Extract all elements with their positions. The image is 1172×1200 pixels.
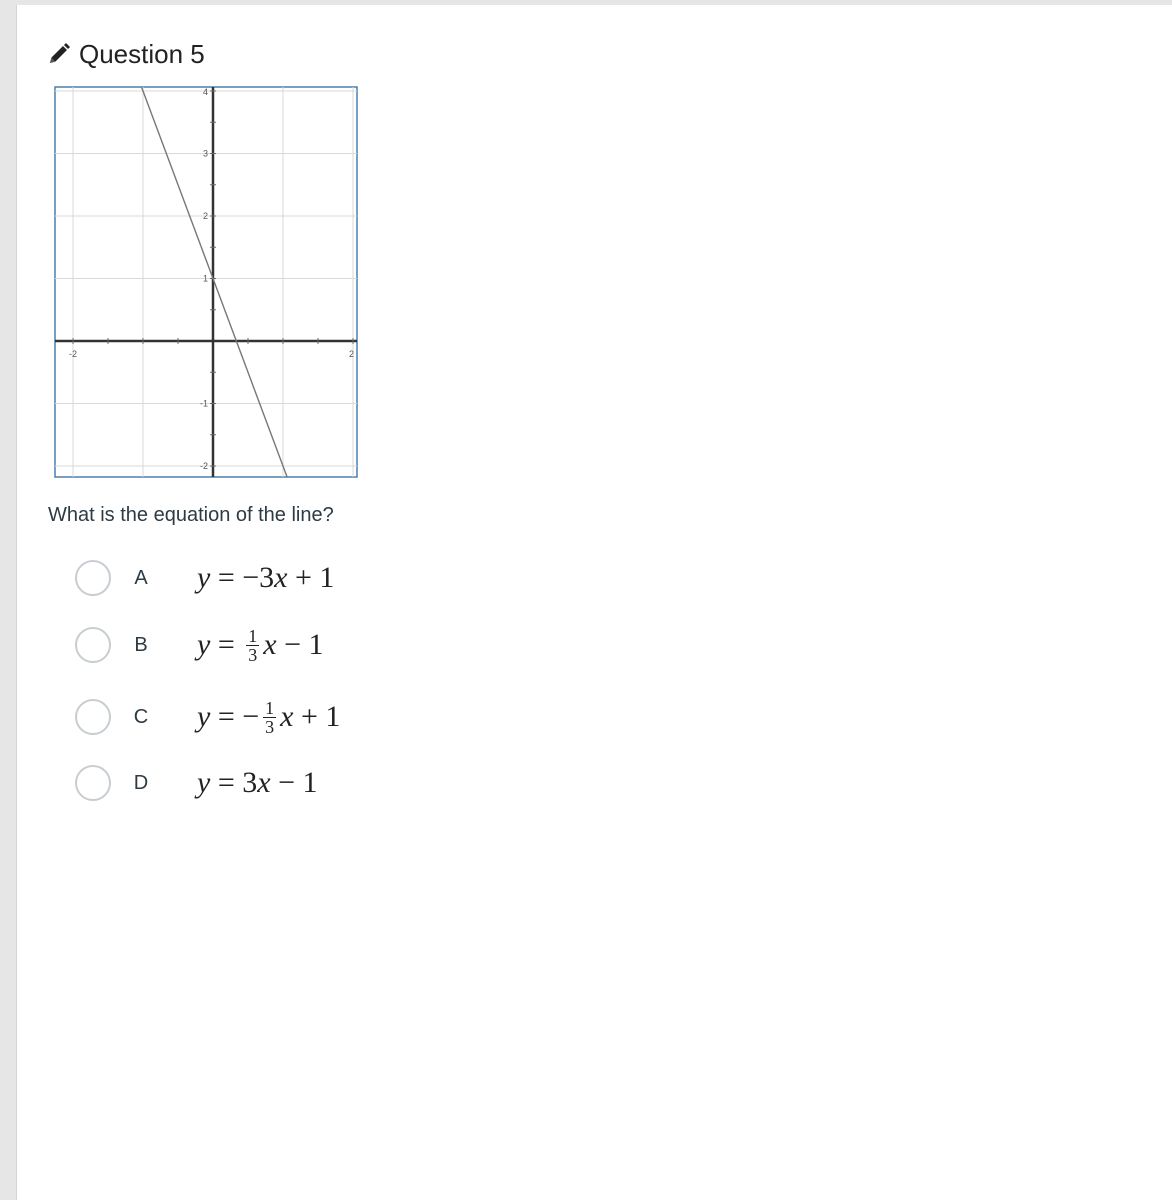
question-header bbox=[47, 39, 205, 69]
fraction-b: $\frac{1}{3}$ bbox=[248, 625, 258, 665]
quiz-card bbox=[16, 5, 1172, 1200]
question-title: Question 5 bbox=[79, 39, 205, 69]
radio-b[interactable] bbox=[75, 627, 111, 663]
fraction-c: $\frac{1}{3}$ bbox=[265, 697, 275, 737]
answer-option-b[interactable] bbox=[75, 625, 595, 665]
radio-d[interactable] bbox=[75, 765, 111, 801]
graph-svg bbox=[53, 85, 359, 479]
answer-letter-d: D bbox=[133, 771, 149, 794]
radio-a[interactable] bbox=[75, 560, 111, 596]
y-tick-label: -2 bbox=[199, 461, 208, 471]
answer-letter-c: C bbox=[133, 705, 149, 728]
line-graph bbox=[53, 85, 359, 479]
answer-letter-b: B bbox=[134, 633, 148, 656]
answer-equation-c: y = − $\frac{1}{3}$ x + 1 bbox=[197, 697, 341, 737]
answer-option-d[interactable] bbox=[75, 763, 595, 803]
answer-equation-b: y = $\frac{1}{3}$ x − 1 bbox=[197, 625, 324, 665]
x-tick-label: 2 bbox=[349, 349, 355, 359]
y-tick-label: 1 bbox=[202, 273, 208, 284]
answer-option-c[interactable] bbox=[75, 697, 595, 737]
y-tick-label: -1 bbox=[199, 398, 208, 409]
radio-c[interactable] bbox=[75, 699, 111, 735]
y-tick-label: 3 bbox=[202, 148, 208, 159]
question-prompt: What is the equation of the line? bbox=[48, 504, 334, 526]
y-tick-label: 2 bbox=[202, 211, 208, 221]
answer-letter-a: A bbox=[134, 566, 148, 589]
y-tick-label: 4 bbox=[202, 87, 208, 97]
x-tick-label: -2 bbox=[69, 349, 78, 359]
answer-equation-a: y = −3 x + 1 bbox=[197, 561, 335, 594]
answer-equation-d: y = 3 x − 1 bbox=[197, 766, 318, 799]
pencil-icon bbox=[47, 42, 71, 66]
answer-option-a[interactable] bbox=[75, 558, 595, 598]
